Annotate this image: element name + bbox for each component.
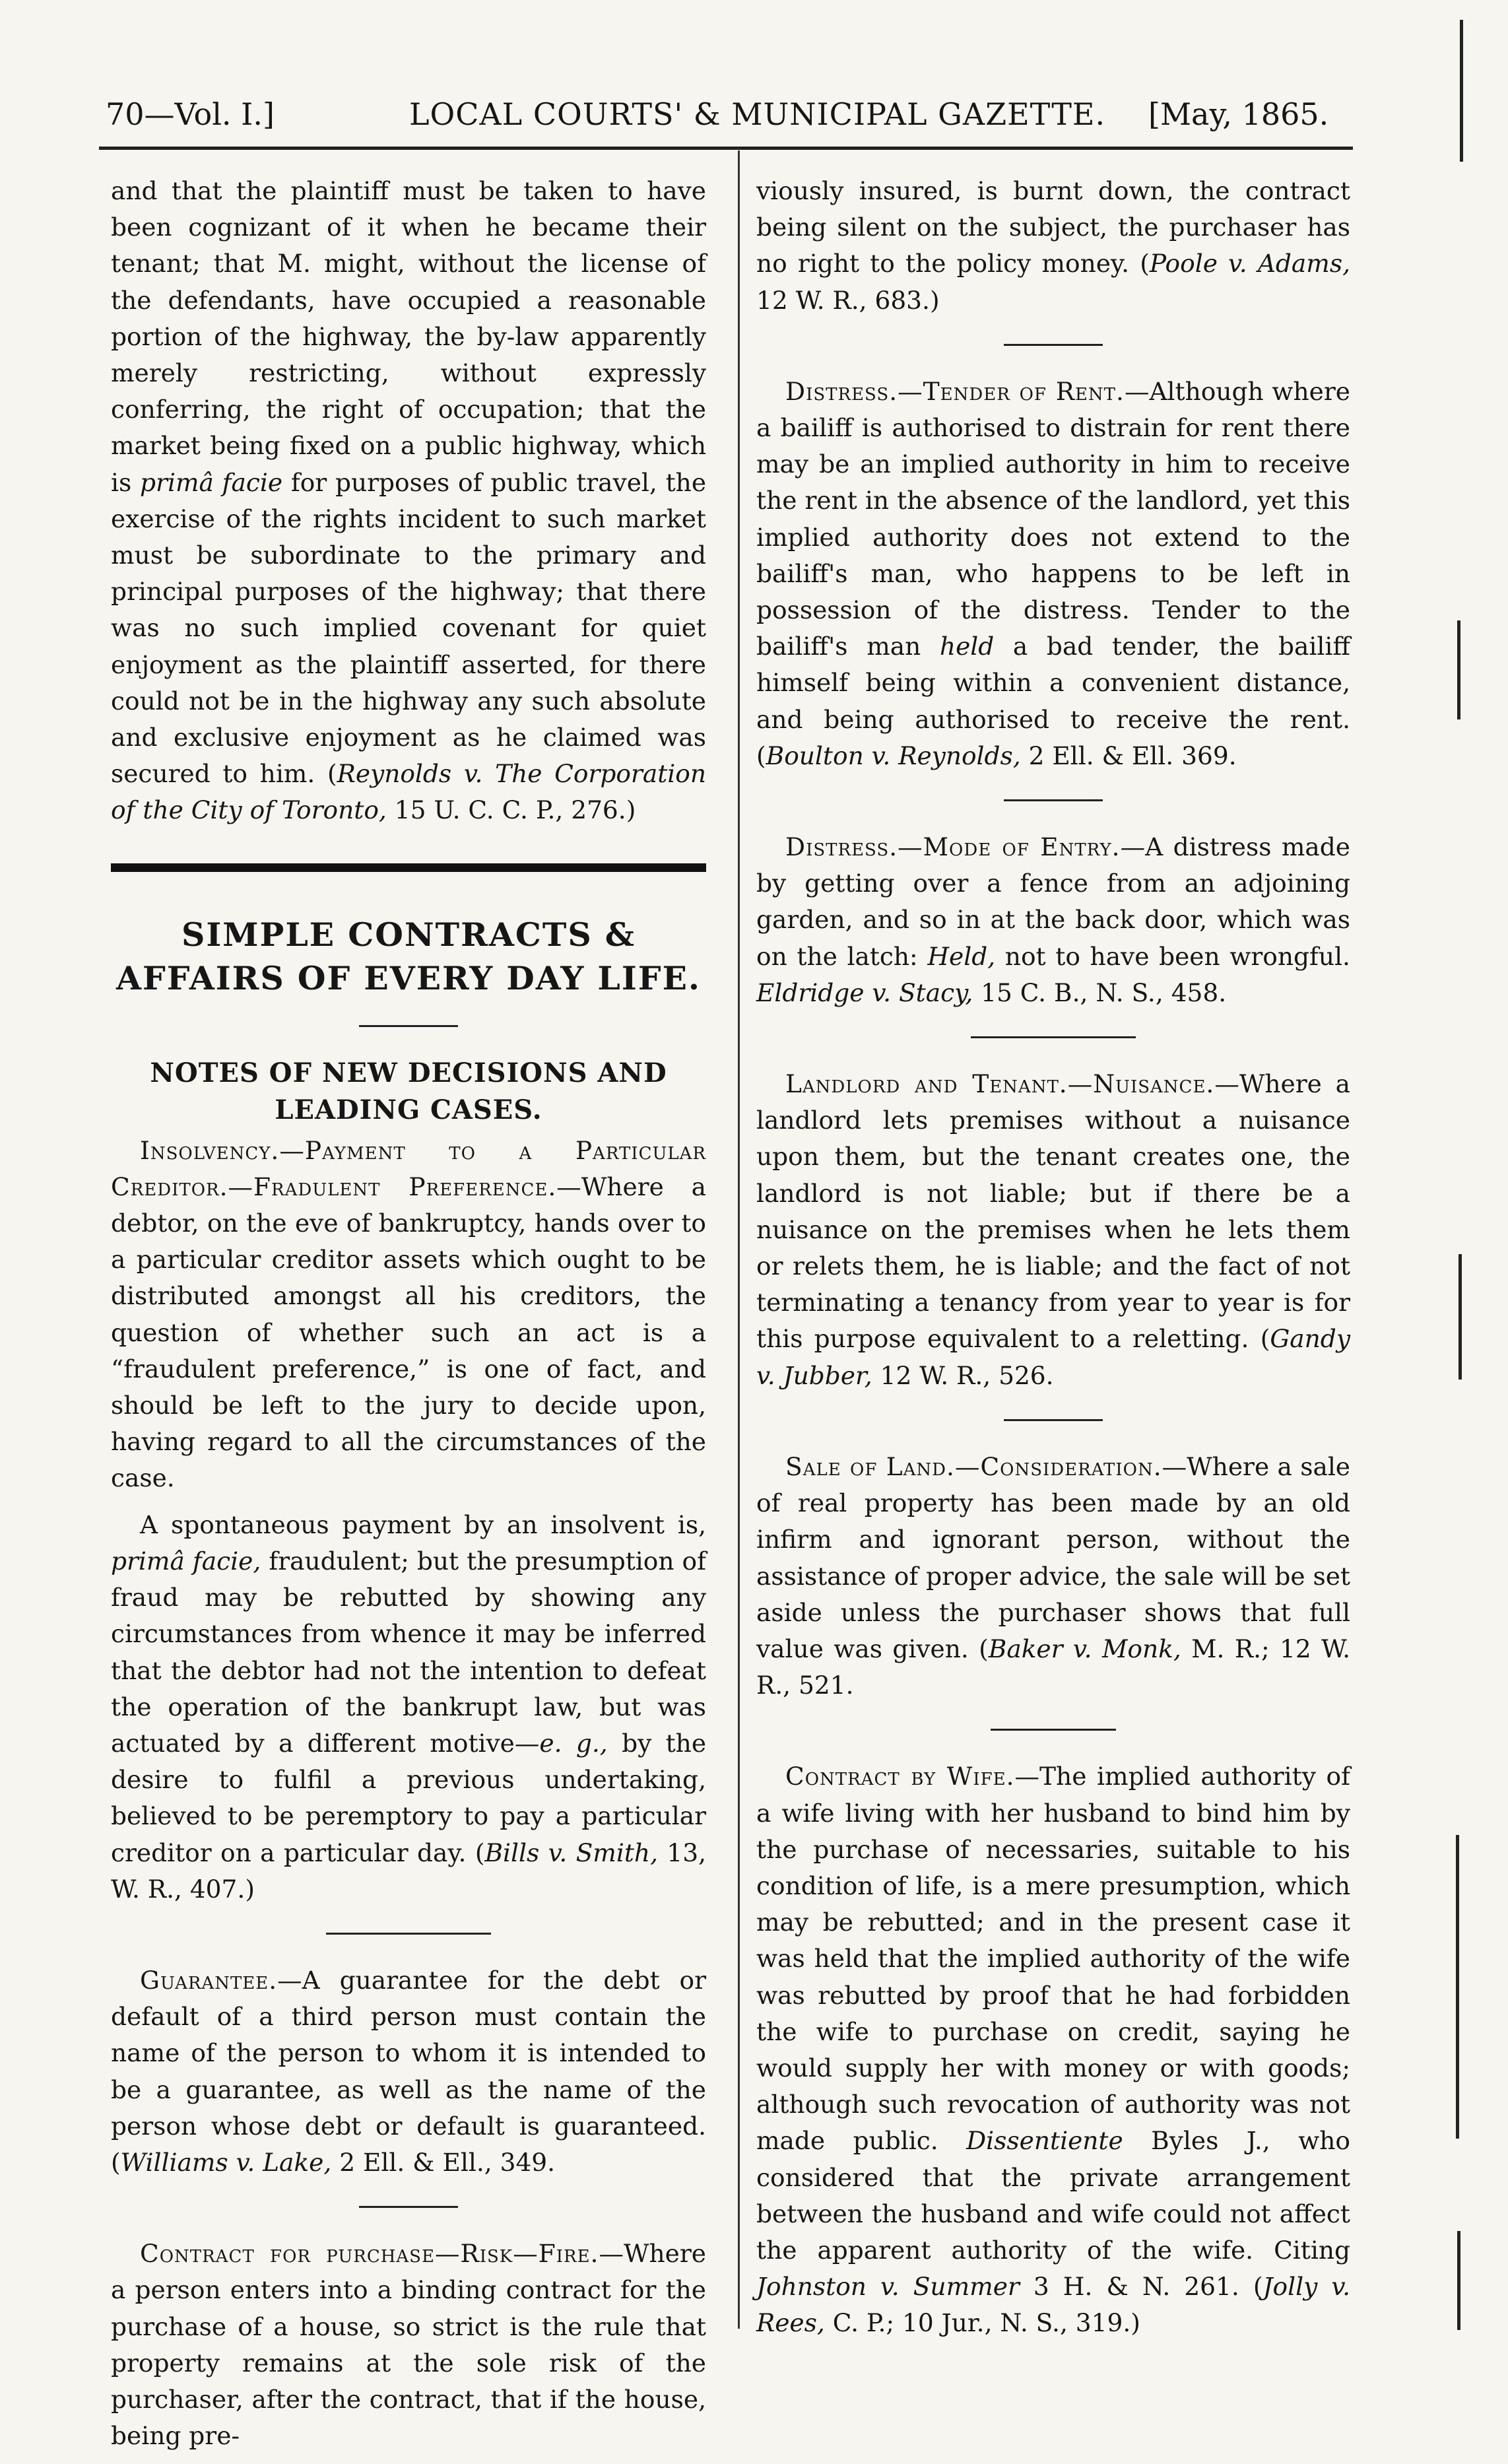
note-landlord-tenant: Landlord and Tenant.—Nuisance.—Where a landlord lets premises without a nuisance upon them, but the tenant creates one, the landlord is not liable; but if there be a nuisance on the premises when he lets them or relets them, he is liable; and the fact of not terminating a tenancy from year to year is for this purpose equivalent to a reletting. (Gandy v. Jubber, 12 W. R., 526. — [756, 1069, 1350, 1390]
note-separator — [1004, 799, 1103, 801]
left-column — [111, 173, 706, 2464]
note-separator — [359, 2206, 458, 2208]
section-subtitle: NOTES OF NEW DECISIONS AND LEADING CASES. — [150, 1057, 667, 1125]
section-divider-rule — [111, 863, 706, 872]
note-heading: Landlord and Tenant.—Nuisance. — [785, 1069, 1215, 1099]
scan-edge-mark — [1459, 1254, 1462, 1380]
note-heading: Distress.—Mode of Entry. — [785, 832, 1121, 862]
note-heading: Insolvency.—Payment to a Particular Creditor.—Fradulent Preference. — [111, 1135, 706, 1201]
note-distress-tender: Distress.—Tender of Rent.—Although where a bailiff is authorised to distrain for rent there may be an implied authority in him to receive the rent in the absence of the landlord, yet this implied authority does not extend to the bailiff's man, who happens to be left in possession of the distress. Tender to the bailiff's man held a bad tender, the bailiff himself being within a convenient distance, and being authorised to receive the rent. (Boulton v. Reynolds, 2 Ell. & Ell. 369. — [756, 376, 1350, 770]
note-heading: Distress.—Tender of Rent. — [785, 376, 1125, 406]
note-heading: Guarantee. — [140, 1965, 278, 1995]
continued-case-paragraph: and that the plaintiff must be taken to have been cognizant of it when he became their tenant; that M. might, without the license of the defendants, have occupied a reasonable portion of the highway, the by-law apparently merely restricting, without expressly conferring, the right of occupation; that the market being fixed on a public highway, which is primâ facie for purposes of public travel, the exercise of the rights incident to such market must be subordinate to the primary and principal purposes of the highway; that there was no such implied covenant for quiet enjoyment as the plaintiff asserted, for there could not be in the highway any such absolute and exclusive enjoyment as he claimed was secured to him. (Reynolds v. The Corporation of the City of Toronto, 15 U. C. C. P., 276.) — [111, 176, 707, 825]
note-distress-entry: Distress.—Mode of Entry.—A distress made by getting over a fence from an adjoining garden, and so in at the back door, which was on the latch: Held, not to have been wrongful. Eldridge v. Stacy, 15 C. B., N. S., 458. — [756, 832, 1350, 1007]
note-separator — [971, 1036, 1136, 1038]
scan-edge-mark — [1457, 620, 1460, 719]
note-separator — [1004, 344, 1103, 346]
note-contract-purchase: Contract for purchase—Risk—Fire.—Where a person enters into a binding contract for the purchase of a house, so strict is the rule that property remains at the sole risk of the purchaser, after the contract, that if the house, being pre- — [111, 2239, 706, 2451]
continued-note-paragraph: viously insured, is burnt down, the contract being silent on the subject, the purchaser has no right to the policy money. (Poole v. Adams, 12 W. R., 683.) — [756, 176, 1351, 315]
section-title: SIMPLE CONTRACTS & AFFAIRS OF EVERY DAY LIFE. — [115, 915, 701, 997]
scan-edge-mark — [1456, 1835, 1459, 2139]
scan-edge-mark — [1457, 2231, 1460, 2330]
page-volume-label: 70—Vol. I.] — [106, 96, 275, 132]
note-heading: Contract by Wife. — [785, 1762, 1015, 1791]
note-spontaneous-payment: A spontaneous payment by an insolvent is, primâ facie, fraudulent; but the presumption of fraud may be rebutted by showing any circumstances from whence it may be inferred that the debtor had not the intention to defeat the operation of the bankrupt law, but was actuated by a different motive—e. g., by the desire to fulfil a previous undertaking, believed to be peremptory to pay a particular creditor on a particular day. (Bills v. Smith, 13, W. R., 407.) — [111, 1510, 707, 1904]
publication-title: LOCAL COURTS' & MUNICIPAL GAZETTE. — [409, 96, 1106, 132]
issue-date: [May, 1865. — [1148, 96, 1329, 132]
column-divider — [738, 150, 740, 2329]
note-guarantee: Guarantee.—A guarantee for the debt or default of a third person must contain the name of the person to whom it is intended to be a guarantee, as well as the name of the person whose debt or default is guaranteed. (Williams v. Lake, 2 Ell. & Ell., 349. — [111, 1965, 706, 2177]
note-insolvency: Insolvency.—Payment to a Particular Creditor.—Fradulent Preference.—Where a debtor, on the eve of bankruptcy, hands over to a particular creditor assets which ought to be distributed amongst all his creditors, the question of whether such an act is a “fraudulent preference,” is one of fact, and should be left to the jury to decide upon, having regard to all the circumstances of the case. — [111, 1135, 706, 1493]
note-heading: Sale of Land.—Consideration. — [785, 1451, 1162, 1481]
scan-edge-mark — [1460, 20, 1463, 162]
running-header — [99, 92, 1353, 145]
note-separator — [991, 1729, 1116, 1731]
header-rule — [99, 147, 1353, 150]
note-sale-of-land: Sale of Land.—Consideration.—Where a sale of real property has been made by an old infirm and ignorant person, without the assistance of proper advice, the sale will be set aside unless the purchaser shows that full value was given. (Baker v. Monk, M. R.; 12 W. R., 521. — [756, 1451, 1351, 1700]
right-column — [756, 173, 1350, 2352]
note-separator — [326, 1933, 491, 1935]
note-heading: Contract for purchase—Risk—Fire. — [140, 2239, 599, 2269]
note-separator — [1004, 1419, 1103, 1421]
note-contract-by-wife: Contract by Wife.—The implied authority of a wife living with her husband to bind him by the purchase of necessaries, suitable to his condition of life, is a mere presumption, which may be rebutted; and in the present case it was held that the implied authority of the wife was rebutted by proof that he had forbidden the wife to purchase on credit, saying he would supply her with money or with goods; although such revocation of authority was not made public. Dissentiente Byles J., who considered that the private arrangement between the husband and wife could not affect the apparent authority of the wife. Citing Johnston v. Summer 3 H. & N. 261. (Jolly v. Rees, C. P.; 10 Jur., N. S., 319.) — [756, 1762, 1351, 2338]
title-rule — [359, 1025, 458, 1027]
